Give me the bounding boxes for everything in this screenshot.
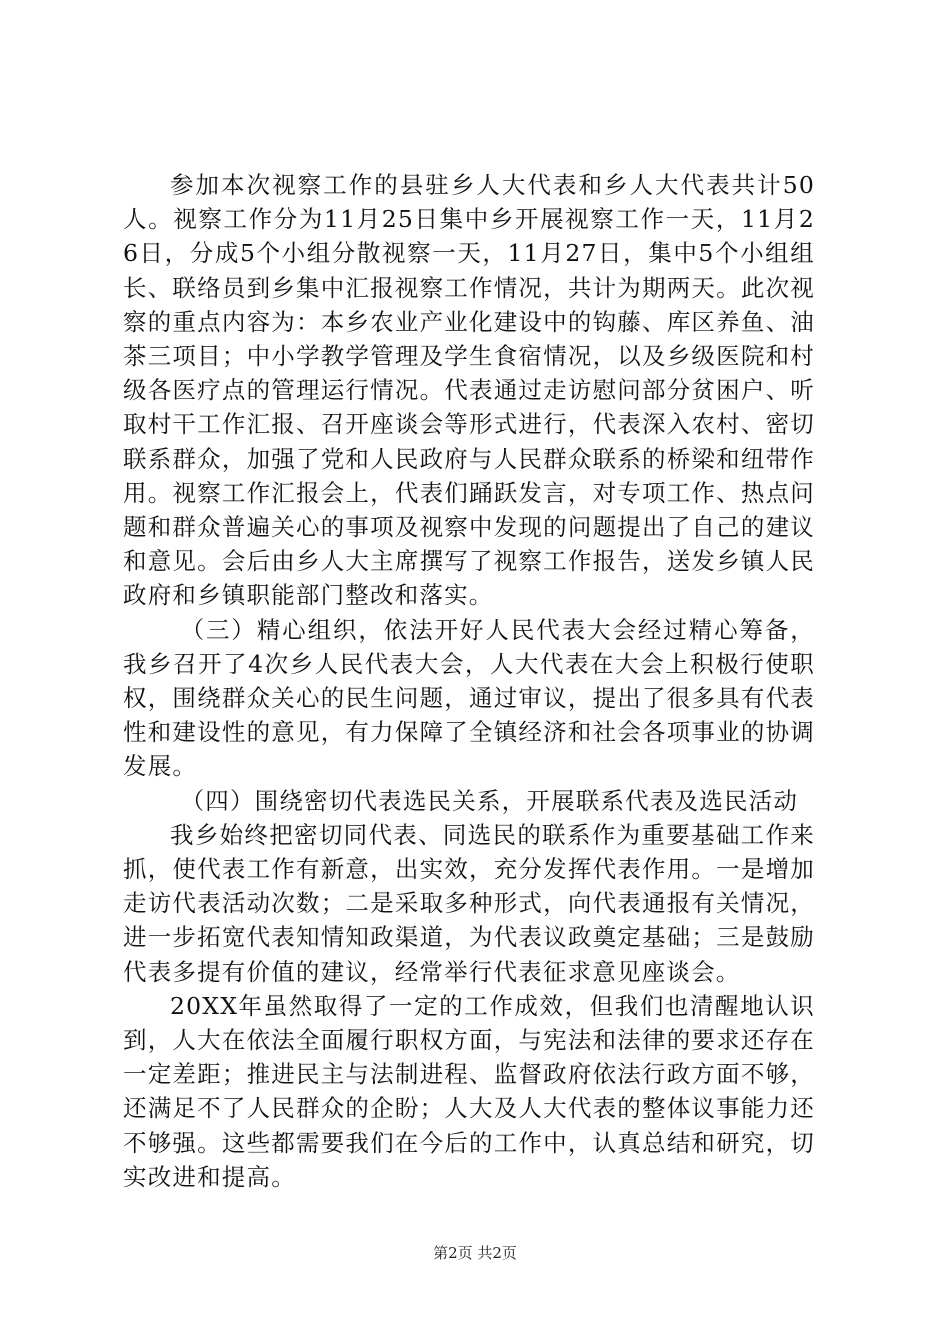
paragraph-summary: 20XX年虽然取得了一定的工作成效，但我们也清醒地认识到，人大在依法全面履行职权方面，与宪法和法律的要求还存在一定差距；推进民主与法制进程、监督政府依法行政方面不够，还满足不了人民群众的企盼；人大及人大代表的整体议事能力还不够强。这些都需要我们在今后的工作中，认真总结和研究，切实改进和提高。 bbox=[123, 991, 815, 1191]
paragraph-inspection-work: 参加本次视察工作的县驻乡人大代表和乡人大代表共计50人。视察工作分为11月25日集中乡开展视察工作一天，11月26日，分成5个小组分散视察一天，11月27日，集中5个小组组长、联络员到乡集中汇报视察工作情况，共计为期两天。此次视察的重点内容为：本乡农业产业化建设中的钩藤、库区养鱼、油茶三项目；中小学教学管理及学生食宿情况，以及乡级医院和村级各医疗点的管理运行情况。代表通过走访慰问部分贫困户、听取村干工作汇报、召开座谈会等形式进行，代表深入农村、密切联系群众，加强了党和人民政府与人民群众联系的桥梁和纽带作用。视察工作汇报会上，代表们踊跃发言，对专项工作、热点问题和群众普遍关心的事项及视察中发现的问题提出了自己的建议和意见。会后由乡人大主席撰写了视察工作报告，送发乡镇人民政府和乡镇职能部门整改和落实。 bbox=[123, 171, 815, 610]
paragraph-section-four-heading: （四）围绕密切代表选民关系，开展联系代表及选民活动 bbox=[180, 786, 799, 815]
paragraph-contact-representatives: 我乡始终把密切同代表、同选民的联系作为重要基础工作来抓，使代表工作有新意，出实效，充分发挥代表作用。一是增加走访代表活动次数；二是采取多种形式，向代表通报有关情况，进一步拓宽代表知情知政渠道，为代表议政奠定基础；三是鼓励代表多提有价值的建议，经常举行代表征求意见座谈会。 bbox=[123, 820, 815, 986]
document-body bbox=[123, 168, 815, 1194]
paragraph-section-three: （三）精心组织，依法开好人民代表大会经过精心筹备，我乡召开了4次乡人民代表大会，人大代表在大会上积极行使职权，围绕群众关心的民生问题，通过审议，提出了很多具有代表性和建设性的意见，有力保障了全镇经济和社会各项事业的协调发展。 bbox=[123, 615, 815, 781]
page-footer: 第2页 共2页 bbox=[433, 1244, 517, 1262]
